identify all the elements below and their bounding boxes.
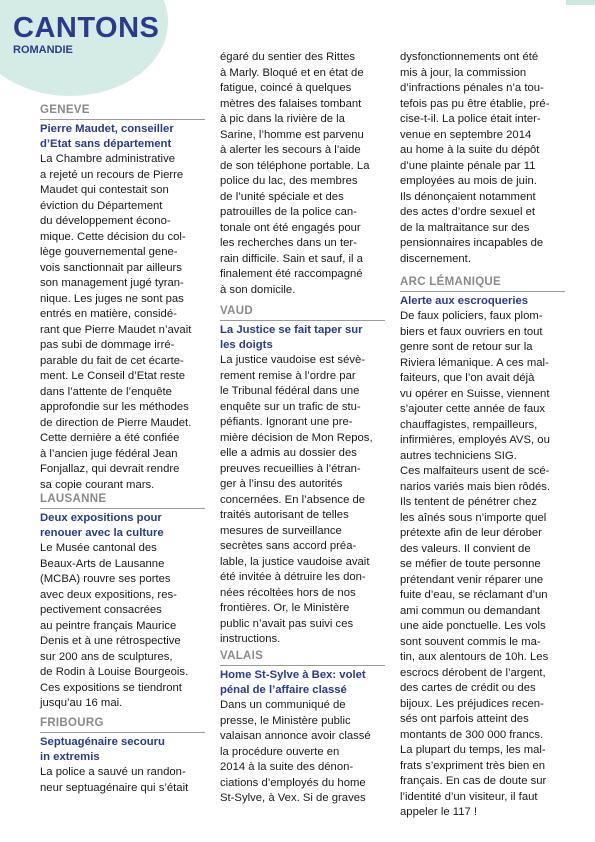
article-headline: Pierre Maudet, conseiller d’Etat sans département [40,123,174,150]
article-headline: Alerte aux escroqueries [400,295,529,307]
region-label: GENEVE [40,104,205,120]
article-vaud [220,305,385,648]
article-valais [220,650,385,807]
article-arc-lemanique [400,276,565,821]
article-body: De faux policiers, faux plom- biers et faux ouvriers en tout genre sont de retour sur la Riviera lémanique. A ces mal- faiteurs, que l’on avait déjà vu opérer en Suisse, viennent s’ajouter cette année de faux chauffagistes, rempailleurs, infirmières, employés AVS, ou autres techniciens SIG. Ces malfaiteurs usent de scé- narios variés mais bien rôdés. Ils tentent de pénétrer chez les aînés sous n’importe quel prétexte afin de leur dérober des valeurs. Il convient de se méfier de toute personne prétendant venir réparer une fuite d’eau, se réclamant d’un ami commun ou demandant une aide ponctuelle. Les vols sont souvent commis le ma- tin, aux alentours de 10h. Les escrocs dérobent de l’argent, des cartes de crédit ou des bijoux. Les préjudices recen- sés ont parfois atteint des montants de 300 000 francs. La plupart du temps, les mal- frats s’expriment très bien en français. En cas de doute sur l’identité d’un visiteur, il faut appeler le 117 ! [400,310,551,818]
article-body: Le Musée cantonal des Beaux-Arts de Lausanne (MCBA) rouvre ses portes avec deux expositions, res- pectivement consacrées au peintre français Maurice Denis et à une rétrospective sur 200 ans de sculptures, de Rodin à Louise Bourgeois. Ces expositions se tiendront jusqu’au 16 mai. [40,542,189,709]
region-label: FRIBOURG [40,717,205,733]
page-title: CANTONS [13,12,160,44]
article-body: La Chambre administrative a rejeté un recours de Pierre Maudet qui contestait son éviction du Département du développement écono- mique. Cette décision du col- lège gouvernemental gene- vois sanctionnait par ailleurs son management jugé tyran- nique. Les juges ne sont pas entrés en matière, considé- rant que Pierre Maudet n’avait pas subi de dommage irré- parable du fait de cet écarte- ment. Le Conseil d’Etat reste dans l’attente de l’enquête approfondie sur les méthodes de direction de Pierre Maudet. Cette dernière a été confiée à l’ancien juge fédéral Jean Fonjallaz, qui devrait rendre sa copie courant mars. [40,153,192,491]
article-body: Dans un communiqué de presse, le Ministère public valaisan annonce avoir classé la procédure ouverte en 2014 à la suite des dénon- ciations d’employés du home St-Sylve, à Vex. Si de graves [220,699,371,804]
article-body: égaré du sentier des Rittes à Marly. Bloqué et en état de fatigue, coincé à quelques mètres des falaises tombant à pic dans la rivière de la Sarine, l’homme est parvenu à alerter les secours à l’aide de son téléphone portable. La police du lac, des membres de l’unité spéciale et des patrouilles de la police can- tonale ont été engagés pour les recherches dans un ter- rain difficile. Sain et sauf, il a finalement été raccompagné à son domicile. [220,51,370,296]
region-label: VALAIS [220,650,385,666]
article-body: La justice vaudoise est sévè- rement remise à l’ordre par le Tribunal fédéral dans une enquête sur un trafic de stu- péfiants. Ignorant une pre- mière décision de Mon Repos, elle a admis au dossier des preuves recueillies à l’étran- ger à l’insu des autorités concernées. En l’absence de traités autorisant de telles mesures de surveillance secrètes sans accord préa- lable, la justice vaudoise avait été invitée à détruire les don- nées récoltées hors de nos frontières. Or, le Ministère public n’avait pas suivi ces instructions. [220,354,373,645]
article-geneve [40,104,205,493]
article-headline: Septuagénaire secouru in extremis [40,736,165,763]
region-label: LAUSANNE [40,493,205,509]
article-headline: Deux expositions pour renouer avec la culture [40,512,164,539]
article-valais-continued [400,50,565,267]
article-body: dysfonctionnements ont été mis à jour, la commission d’infractions pénales n’a tou- tefois pas pu être établie, pré- cise-t-il. La police était inter- venue en septembre 2014 au home à la suite du dépôt d’une plainte pénale par 11 employées au mois de juin. Ils dénonçaient notamment des actes d’ordre sexuel et de la maltraitance sur des pensionnaires incapables de discernement. [400,51,550,265]
article-headline: La Justice se fait taper sur les doigts [220,324,363,351]
article-fribourg-continued [220,50,385,298]
region-label: ARC LÉMANIQUE [400,276,565,292]
page-subtitle: ROMANDIE [13,44,73,56]
masthead [13,13,159,56]
region-label: VAUD [220,305,385,321]
article-body: La police a sauvé un randon- neur septuagénaire qui s’était [40,766,189,794]
article-lausanne [40,493,205,712]
article-headline: Home St-Sylve à Bex: volet pénal de l’affaire classé [220,669,366,696]
corner-band [566,0,595,5]
article-fribourg [40,717,205,796]
